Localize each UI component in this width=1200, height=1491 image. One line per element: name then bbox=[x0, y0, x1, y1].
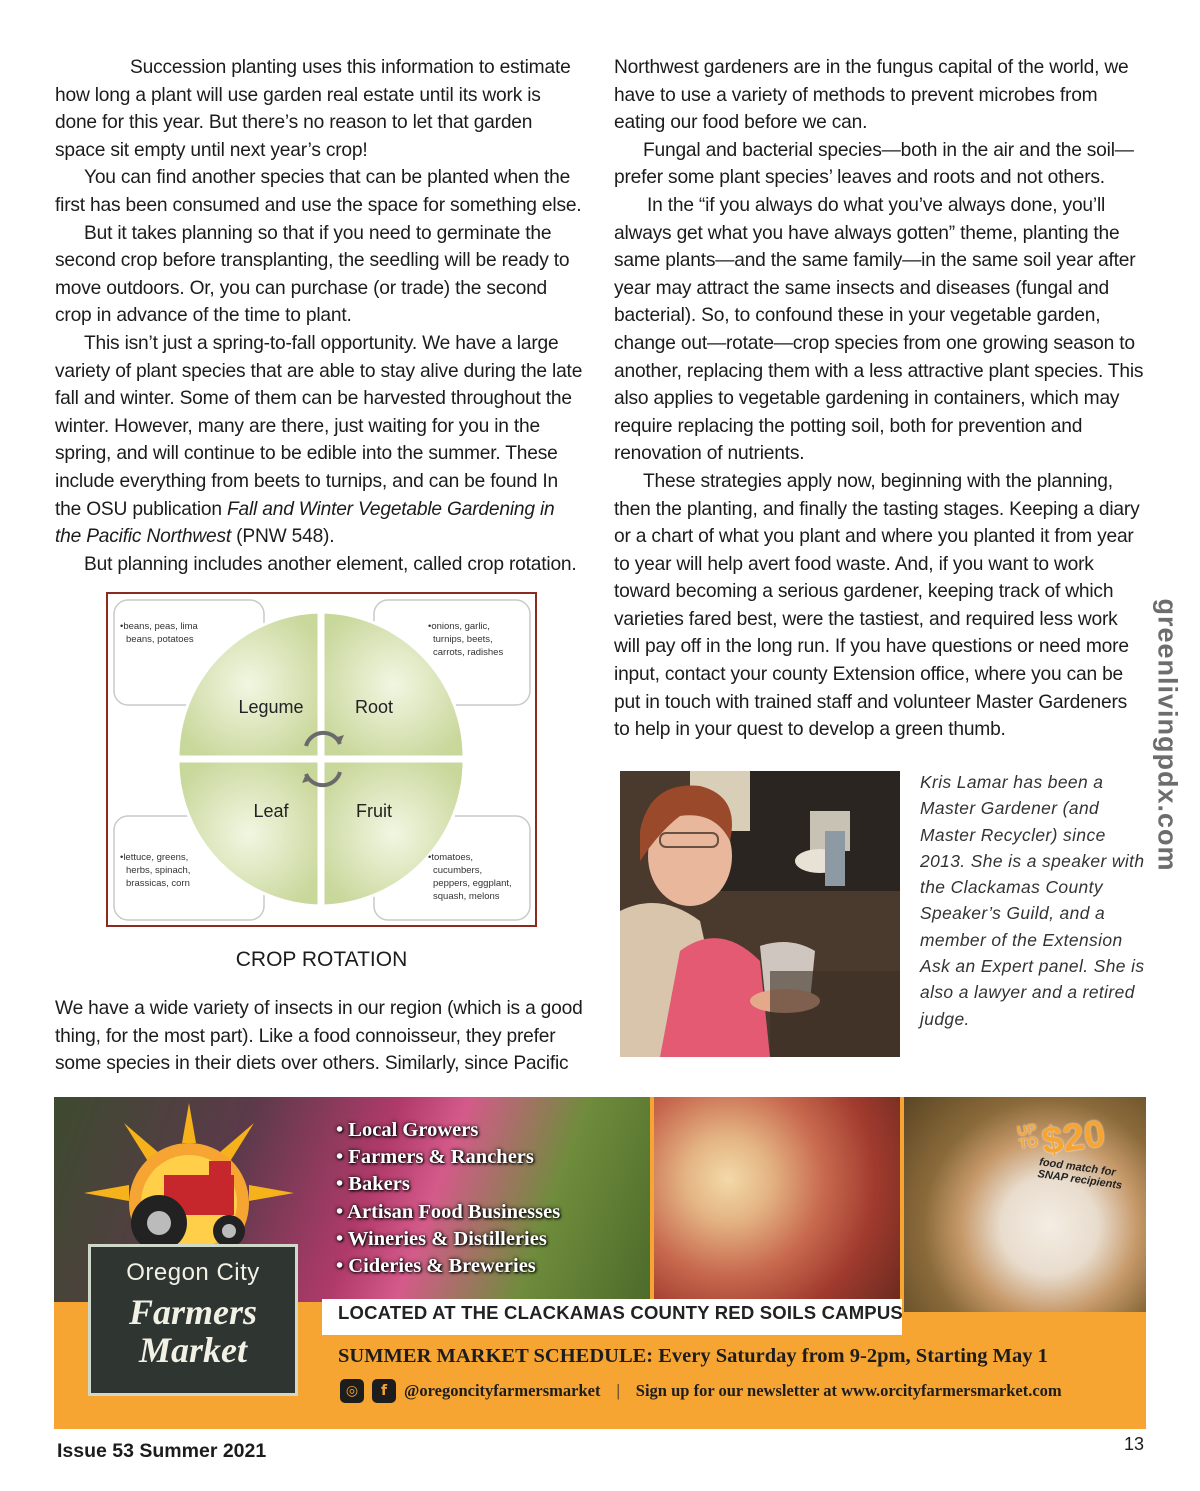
paragraph bbox=[55, 330, 585, 551]
quadrant-label-leaf: Leaf bbox=[253, 801, 289, 821]
paragraph: Succession planting uses this information to estimate how long a plant will use garden real estate until its work is done for this year. But there’s no reason to let that garden space sit empty until next year’s crop! bbox=[55, 57, 571, 161]
paragraph: Northwest gardeners are in the fungus capital of the world, we have to use a variety of methods to prevent microbes from eating our food before we can. bbox=[614, 57, 1129, 134]
diagram-caption: CROP ROTATION bbox=[235, 948, 408, 971]
note-fruit-4: squash, melons bbox=[433, 891, 500, 902]
newsletter-text: Sign up for our newsletter at www.orcityfarmersmarket.com bbox=[635, 1381, 1062, 1400]
note-fruit-2: cucumbers, bbox=[433, 865, 483, 876]
left-column-continued bbox=[55, 995, 585, 1078]
snap-amount: $20 bbox=[1039, 1112, 1108, 1164]
location-text: LOCATED AT THE CLACKAMAS COUNTY RED SOILS CAMPUS bbox=[338, 1302, 903, 1323]
quadrant-label-root: Root bbox=[354, 697, 394, 717]
note-fruit-1: •tomatoes, bbox=[428, 852, 474, 863]
social-handle: @oregoncityfarmersmarket bbox=[404, 1381, 601, 1400]
logo-farmers: Farmers bbox=[128, 1292, 258, 1332]
quadrant-label-fruit: Fruit bbox=[356, 801, 392, 821]
crop-rotation-diagram bbox=[106, 592, 537, 927]
note-root-1: •onions, garlic, bbox=[428, 621, 490, 632]
instagram-icon: ◎ bbox=[340, 1379, 364, 1403]
facebook-icon: f bbox=[372, 1379, 396, 1403]
issue-label: Issue 53 Summer 2021 bbox=[57, 1440, 267, 1462]
quadrant-label-legume: Legume bbox=[238, 697, 304, 717]
left-column bbox=[55, 54, 585, 578]
note-fruit-3: peppers, eggplant, bbox=[433, 878, 512, 889]
vendor-item: • Cideries & Breweries bbox=[336, 1255, 536, 1278]
paragraph: But it takes planning so that if you need to germinate the second crop before transplanting, the seedling will be ready to move outdoors. Or, you can purchase (or trade) the second crop in advance of the time to plant. bbox=[55, 222, 570, 327]
vendor-item: • Local Growers bbox=[336, 1119, 479, 1141]
logo-market: Market bbox=[139, 1330, 247, 1370]
note-root-3: carrots, radishes bbox=[433, 647, 504, 658]
snap-badge bbox=[1016, 1112, 1130, 1197]
paragraph: Fungal and bacterial species—both in the air and the soil—prefer some plant species’ leaves and roots and not others. bbox=[614, 139, 1134, 189]
snap-text: food match for SNAP recipients bbox=[1036, 1156, 1123, 1192]
note-leaf-2: herbs, spinach, bbox=[126, 865, 191, 876]
paragraph: You can find another species that can be planted when the first has been consumed and use the space for something else. bbox=[55, 167, 582, 216]
author-bio: Kris Lamar has been a Master Gardener (and Master Recycler) since 2013. She is a speaker with the Clackamas County Speaker’s Guild, and a member of the Extension Ask an Expert panel. She is also a lawyer and a retired judge. bbox=[920, 772, 1145, 1029]
paragraph: But planning includes another element, called crop rotation. bbox=[84, 553, 577, 575]
note-legume-1: •beans, peas, lima bbox=[120, 621, 198, 632]
note-root-2: turnips, beets, bbox=[433, 634, 493, 645]
vendor-item: • Bakers bbox=[336, 1173, 410, 1196]
page-number: 13 bbox=[1124, 1434, 1145, 1454]
logo-farmers-market bbox=[91, 1293, 295, 1369]
website-url: greenlivingpdx.com bbox=[1152, 597, 1183, 872]
market-schedule: SUMMER MARKET SCHEDULE: Every Saturday from 9-2pm, Starting May 1 bbox=[338, 1345, 1048, 1367]
note-leaf-1: •lettuce, greens, bbox=[120, 852, 189, 863]
market-logo bbox=[88, 1244, 298, 1396]
paragraph: We have a wide variety of insects in our region (which is a good thing, for the most part). Like a food connoisseur, they prefer some species in their diets over others. Similarly, since Pacific bbox=[55, 998, 583, 1075]
note-leaf-3: brassicas, corn bbox=[126, 878, 190, 889]
social-row bbox=[340, 1379, 1062, 1403]
vendor-item: • Farmers & Ranchers bbox=[336, 1146, 534, 1169]
publication-title: Fall and Winter Vegetable Gardening in the Pacific Northwest bbox=[55, 498, 555, 548]
vertical-url bbox=[1148, 597, 1186, 872]
paragraph: These strategies apply now, beginning with the planning, then the planting, and finally the tasting stages. Keeping a diary or a chart of what you plant and where you planted it from year to year will help avert food waste. And, if you want to work toward becoming a serious gardener, keeping track of which varieties fared best, were the tastiest, and required less work will pay off in the long run. If you have questions or need more input, contact your county Extension office, where you can be put in touch with trained staff and volunteer Master Gardeners to help in your quest to develop a green thumb. bbox=[614, 470, 1140, 741]
note-legume-2: beans, potatoes bbox=[126, 634, 194, 645]
author-photo bbox=[620, 771, 900, 1057]
paragraph: In the “if you always do what you’ve always done, you’ll always get what you have always gotten” theme, planting the same plants—and the same family—in the same soil year after year may attract the same insects and diseases (fungal and bacterial). So, to confound these in your vegetable garden, change out—rotate—crop species from one growing season to another, replacing them with a less attractive plant species. This also applies to vegetable gardening in containers, which may require replacing the potting soil, both for prevention and renovation of nutrients. bbox=[614, 194, 1144, 465]
right-column bbox=[614, 54, 1146, 744]
vendor-item: • Wineries & Distilleries bbox=[336, 1227, 547, 1250]
vendor-item: • Artisan Food Businesses bbox=[336, 1200, 561, 1223]
vendor-list bbox=[336, 1117, 560, 1280]
separator: | bbox=[616, 1381, 620, 1400]
text-span: (PNW 548). bbox=[231, 526, 335, 548]
snap-up-to: UP TO bbox=[1016, 1120, 1040, 1152]
logo-city: Oregon City bbox=[126, 1259, 260, 1286]
farmers-market-ad bbox=[54, 1097, 1146, 1429]
text-span: This isn’t just a spring-to-fall opportunity. We have a large variety of plant species that are able to stay alive during the late fall and winter. Some of them can be harvested throughout the winter. However, many are there, just waiting for you in the spring, and will continue to be edible into the summer. These include everything from beets to turnips, and can be found In the OSU publication bbox=[55, 332, 583, 520]
apples-photo bbox=[654, 1097, 900, 1302]
